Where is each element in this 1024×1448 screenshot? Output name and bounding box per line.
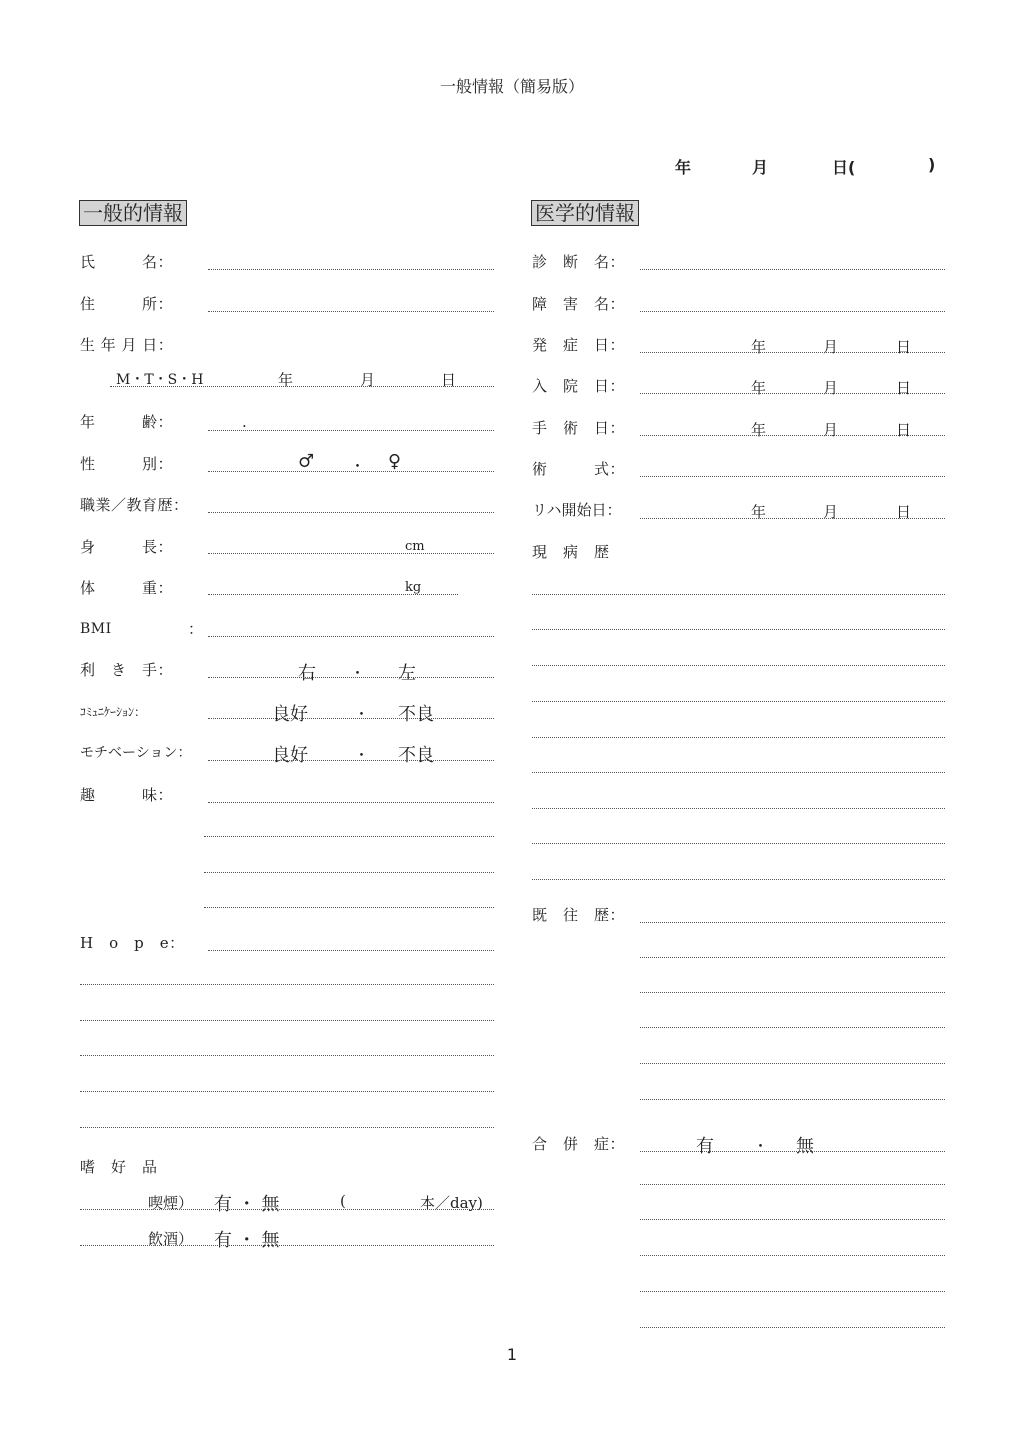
smoking-options[interactable]: 有 ・ 無	[214, 1194, 280, 1215]
smoking-open-paren: (	[340, 1192, 346, 1210]
birth-month-label: 月	[360, 371, 376, 389]
weight-unit: kg	[405, 580, 422, 595]
procedure-field[interactable]	[640, 476, 945, 477]
hope-field-line-5[interactable]	[80, 1091, 494, 1092]
female-symbol[interactable]: ♀	[388, 451, 402, 472]
hand-left-option[interactable]: 左	[398, 663, 416, 684]
birth-day-label: 日	[441, 371, 457, 389]
communication-label: ｺﾐｭﾆｹｰｼｮﾝ：	[80, 705, 147, 719]
complication-line-1[interactable]	[640, 1151, 945, 1152]
complication-line-5[interactable]	[640, 1291, 945, 1292]
hobby-label: 趣 味：	[80, 786, 174, 804]
birthdate-label: 生 年 月 日：	[80, 336, 174, 354]
disability-field[interactable]	[640, 311, 945, 312]
past-history-line-6[interactable]	[640, 1099, 945, 1100]
motiv-good-option[interactable]: 良好	[272, 745, 308, 766]
surgery-date-field[interactable]	[640, 435, 945, 436]
complication-line-4[interactable]	[640, 1255, 945, 1256]
hope-field-line-4[interactable]	[80, 1055, 494, 1056]
occupation-field[interactable]	[208, 512, 494, 513]
past-history-line-2[interactable]	[640, 957, 945, 958]
surgery-year: 年	[751, 421, 767, 439]
comm-separator: ・	[354, 705, 370, 723]
preferences-label: 嗜 好 品	[80, 1158, 158, 1176]
motiv-separator: ・	[354, 746, 370, 764]
hope-field-line-2[interactable]	[80, 984, 494, 985]
birth-era-options: M・T・S・H	[116, 372, 204, 388]
drinking-label: 飲酒）	[148, 1230, 194, 1248]
past-history-line-5[interactable]	[640, 1063, 945, 1064]
drinking-field[interactable]	[80, 1245, 494, 1246]
age-label: 年 齢：	[80, 413, 174, 431]
hobby-field-line-2[interactable]	[204, 836, 494, 837]
present-history-line-6[interactable]	[532, 772, 945, 773]
height-unit: cm	[405, 539, 425, 554]
onset-year: 年	[751, 338, 767, 356]
date-close-paren: )	[928, 155, 936, 174]
weight-field[interactable]	[208, 594, 458, 595]
hope-field-line-1[interactable]	[208, 950, 494, 951]
present-history-line-3[interactable]	[532, 665, 945, 666]
hobby-field-line-1[interactable]	[208, 802, 494, 803]
address-label: 住 所：	[80, 295, 174, 313]
comm-bad-option[interactable]: 不良	[398, 704, 434, 725]
complication-line-2[interactable]	[640, 1184, 945, 1185]
present-history-line-4[interactable]	[532, 701, 945, 702]
surgery-date-label: 手 術 日：	[532, 419, 626, 437]
motiv-bad-option[interactable]: 不良	[398, 745, 434, 766]
age-field[interactable]	[208, 430, 494, 431]
smoking-field[interactable]	[80, 1209, 494, 1210]
smoking-unit: 本／day)	[420, 1194, 483, 1212]
hope-field-line-6[interactable]	[80, 1127, 494, 1128]
complication-separator: ・	[753, 1137, 769, 1155]
name-field[interactable]	[208, 269, 494, 270]
complication-line-3[interactable]	[640, 1219, 945, 1220]
diagnosis-label: 診 断 名：	[532, 253, 626, 271]
address-field[interactable]	[208, 311, 494, 312]
sex-separator: ・	[350, 457, 366, 475]
complication-no-option[interactable]: 無	[796, 1136, 814, 1157]
hope-label: H o p e：	[80, 934, 185, 952]
medical-info-heading: 医学的情報	[531, 200, 639, 226]
present-history-label: 現 病 歴	[532, 543, 610, 561]
comm-good-option[interactable]: 良好	[272, 704, 308, 725]
surgery-month: 月	[823, 421, 839, 439]
handedness-field[interactable]	[208, 677, 494, 678]
complication-label: 合 併 症：	[532, 1135, 626, 1153]
rehab-day: 日	[896, 503, 912, 521]
date-month-label: 月	[752, 158, 769, 177]
present-history-line-1[interactable]	[532, 594, 945, 595]
hobby-field-line-3[interactable]	[204, 872, 494, 873]
admission-date-label: 入 院 日：	[532, 377, 626, 395]
birthdate-field[interactable]	[110, 386, 494, 387]
communication-field[interactable]	[208, 718, 494, 719]
motivation-label: モチベーション：	[80, 745, 192, 761]
surgery-day: 日	[896, 421, 912, 439]
complication-line-6[interactable]	[640, 1327, 945, 1328]
age-decimal-dot: .	[242, 413, 247, 431]
smoking-label: 喫煙）	[148, 1194, 194, 1212]
admission-day: 日	[896, 379, 912, 397]
onset-date-field[interactable]	[640, 352, 945, 353]
hand-right-option[interactable]: 右	[298, 663, 316, 684]
drinking-options[interactable]: 有 ・ 無	[214, 1230, 280, 1251]
present-history-line-7[interactable]	[532, 808, 945, 809]
hope-field-line-3[interactable]	[80, 1020, 494, 1021]
date-day-label: 日(	[832, 158, 856, 177]
motivation-field[interactable]	[208, 760, 494, 761]
present-history-line-9[interactable]	[532, 879, 945, 880]
present-history-line-5[interactable]	[532, 737, 945, 738]
hobby-field-line-4[interactable]	[204, 907, 494, 908]
admission-year: 年	[751, 379, 767, 397]
admission-date-field[interactable]	[640, 393, 945, 394]
present-history-line-8[interactable]	[532, 843, 945, 844]
hand-separator: ・	[350, 664, 366, 682]
page-title: 一般情報（簡易版）	[439, 77, 584, 96]
onset-month: 月	[823, 338, 839, 356]
general-info-heading: 一般的情報	[79, 200, 187, 226]
height-label: 身 長：	[80, 538, 174, 556]
onset-date-label: 発 症 日：	[532, 336, 626, 354]
sex-field[interactable]	[208, 471, 494, 472]
occupation-label: 職業／教育歴：	[80, 496, 189, 514]
complication-yes-option[interactable]: 有	[696, 1136, 714, 1157]
male-symbol[interactable]: ♂	[298, 451, 315, 472]
bmi-field[interactable]	[208, 636, 494, 637]
weight-label: 体 重：	[80, 579, 174, 597]
height-field[interactable]	[208, 553, 494, 554]
birth-year-label: 年	[278, 371, 294, 389]
name-label: 氏 名：	[80, 253, 174, 271]
handedness-label: 利 き 手：	[80, 661, 174, 679]
past-history-line-4[interactable]	[640, 1027, 945, 1028]
procedure-label: 術 式：	[532, 460, 626, 478]
page-number: 1	[506, 1345, 518, 1364]
rehab-start-label: リハ開始日：	[532, 501, 622, 519]
disability-label: 障 害 名：	[532, 295, 626, 313]
past-history-label: 既 往 歴：	[532, 906, 626, 924]
diagnosis-field[interactable]	[640, 269, 945, 270]
past-history-line-3[interactable]	[640, 992, 945, 993]
rehab-year: 年	[751, 503, 767, 521]
past-history-line-1[interactable]	[640, 922, 945, 923]
rehab-month: 月	[823, 503, 839, 521]
onset-day: 日	[896, 338, 912, 356]
bmi-colon: ：	[188, 620, 204, 638]
bmi-label: BMI	[80, 621, 112, 637]
rehab-start-field[interactable]	[640, 518, 945, 519]
present-history-line-2[interactable]	[532, 629, 945, 630]
date-year-label: 年	[675, 158, 692, 177]
sex-label: 性 別：	[80, 455, 174, 473]
admission-month: 月	[823, 379, 839, 397]
